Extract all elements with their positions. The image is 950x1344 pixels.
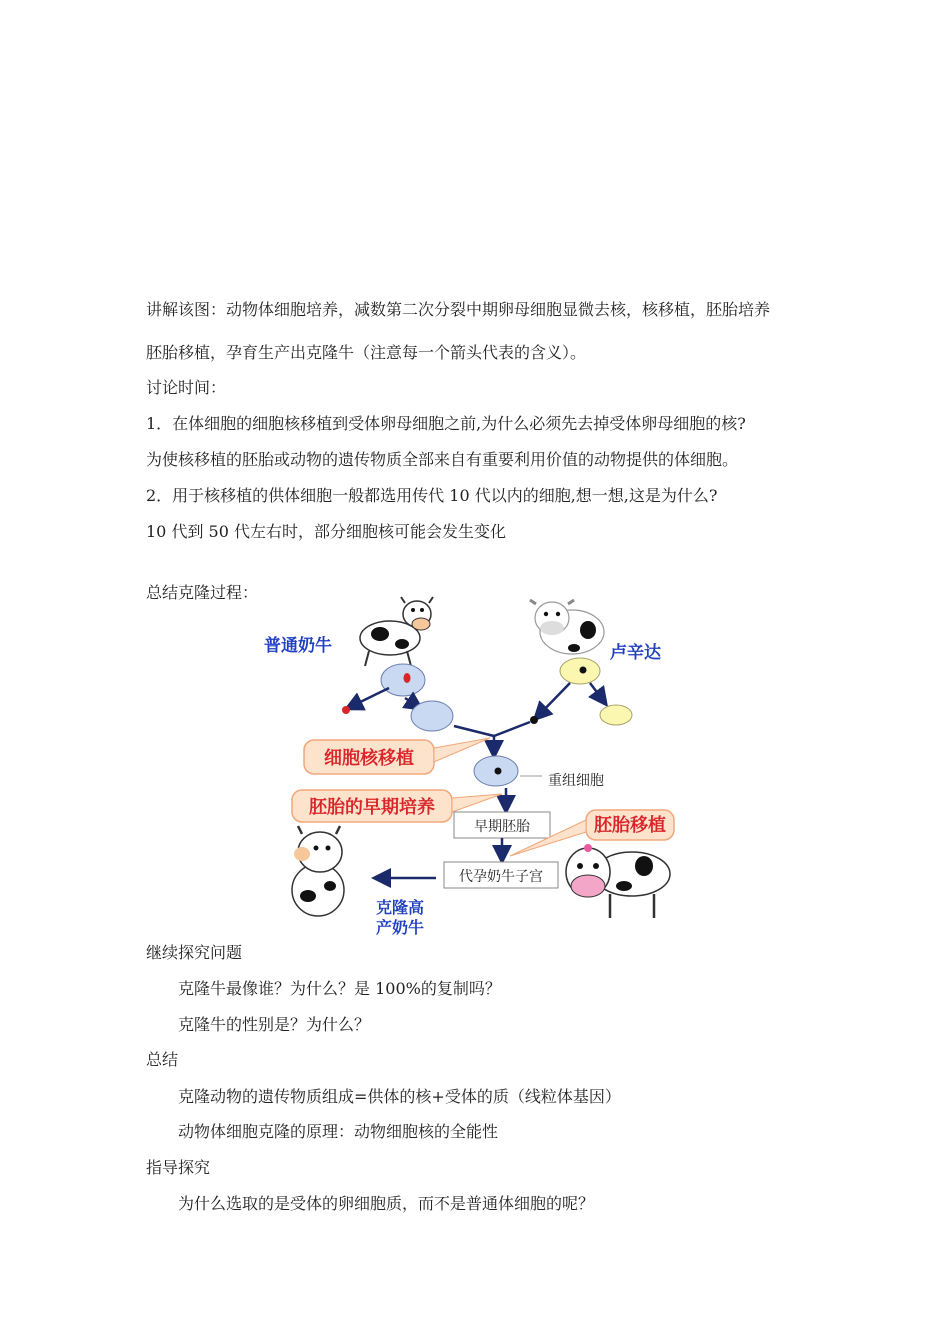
step-nuclear-transfer: 细胞核移植 [324, 748, 414, 768]
surrogate-cow-illustration [566, 844, 670, 918]
donor-cow-illustration [360, 597, 433, 666]
enucleated-egg [600, 705, 632, 725]
summary-process-heading: 总结克隆过程： [146, 583, 259, 602]
intro-line-1: 讲解该图：动物体细胞培养，减数第二次分裂中期卵母细胞显微去核，核移植，胚胎培养 [146, 300, 771, 319]
donor-nucleus [404, 673, 411, 683]
discussion-answer-2: 10 代到 50 代左右时，部分细胞核可能会发生变化 [146, 522, 506, 541]
donor-label: 普通奶牛 [264, 636, 332, 655]
recipient-cow-illustration [530, 600, 604, 654]
recombinant-cell-label: 重组细胞 [548, 773, 604, 789]
guide-heading: 指导探究 [146, 1158, 211, 1177]
summary-line-1: 克隆动物的遗传物质组成=供体的核+受体的质（线粒体基因） [178, 1087, 621, 1106]
surrogate-uterus-label: 代孕奶牛子宫 [459, 869, 543, 885]
step-early-culture: 胚胎的早期培养 [309, 797, 435, 817]
step-embryo-transfer: 胚胎移植 [594, 815, 666, 835]
recombinant-nucleus [495, 768, 502, 775]
donor-cell-copy [411, 701, 453, 731]
continue-question-2: 克隆牛的性别是？为什么？ [178, 1015, 371, 1034]
discussion-answer-1: 为使核移植的胚胎或动物的遗传物质全部来自有重要利用价值的动物提供的体细胞。 [146, 450, 739, 469]
clone-label-line-2: 产奶牛 [376, 920, 425, 937]
discussion-heading: 讨论时间： [146, 378, 227, 397]
recipient-label: 卢辛达 [610, 643, 661, 662]
recipient-nucleus [580, 667, 587, 674]
donor-cell [381, 664, 425, 696]
early-embryo-label: 早期胚胎 [474, 819, 530, 835]
clone-label-line-1: 克隆高 [376, 900, 425, 917]
discussion-question-2: 2．用于核移植的供体细胞一般都选用传代 10 代以内的细胞,想一想,这是为什么? [146, 486, 718, 505]
enucleated-nucleus-dot [530, 716, 538, 724]
clone-calf-illustration [292, 826, 344, 916]
continue-question-1: 克隆牛最像谁？为什么？是 100%的复制吗？ [178, 979, 501, 998]
summary-line-2: 动物体细胞克隆的原理：动物细胞核的全能性 [178, 1122, 499, 1141]
summary-heading: 总结 [146, 1050, 179, 1069]
extracted-nucleus-dot [342, 706, 350, 714]
guide-question-1: 为什么选取的是受体的卵细胞质，而不是普通体细胞的呢？ [178, 1194, 595, 1213]
continue-heading: 继续探究问题 [146, 943, 243, 962]
discussion-question-1: 1．在体细胞的细胞核移植到受体卵母细胞之前,为什么必须先去掉受体卵母细胞的核? [146, 414, 746, 433]
cloning-process-diagram [250, 588, 680, 938]
intro-line-2: 胚胎移植，孕育生产出克隆牛（注意每一个箭头代表的含义）。 [146, 343, 587, 362]
